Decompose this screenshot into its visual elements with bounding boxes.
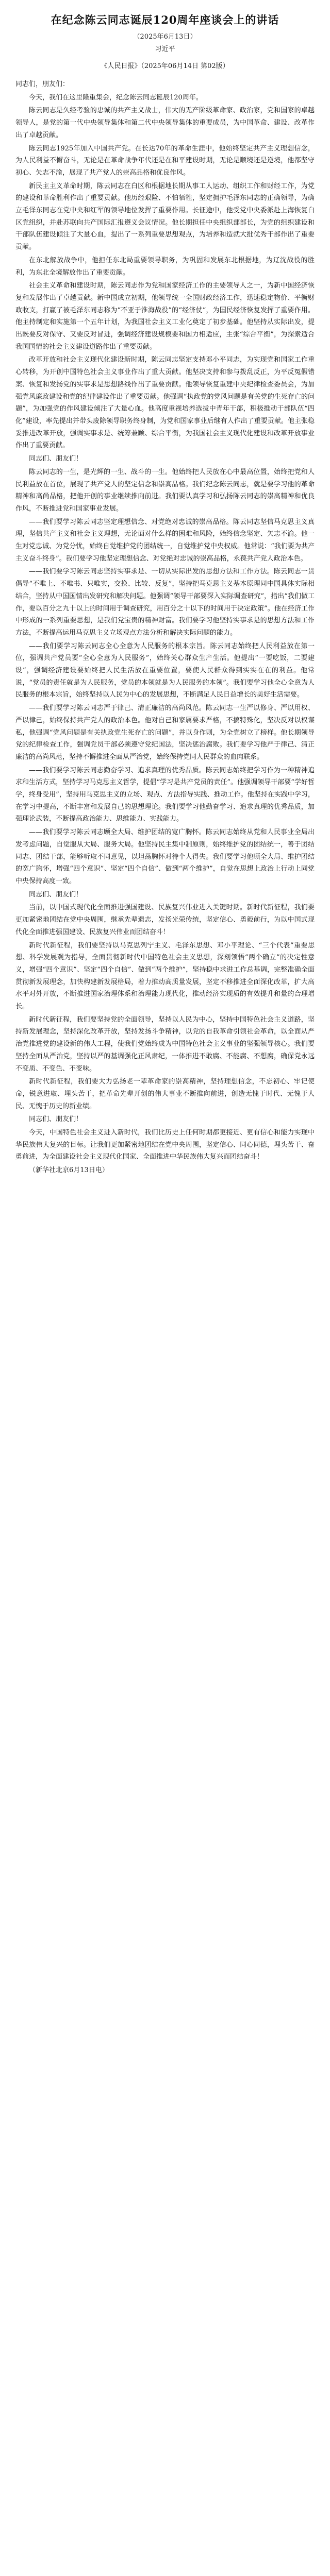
body-paragraph: 当前，以中国式现代化全面推进强国建设、民族复兴伟业进入关键时期。新时代新征程，我们要更加紧密地团结在党中央周围，继承先辈遗志，发扬光荣传统，坚定信心、勇毅前行，为以中国式现代化全面推进强国建设、民族复兴伟业而团结奋斗！ [15,904,315,936]
article-body [15,78,315,1177]
body-paragraph: 改革开放和社会主义现代化建设新时期，陈云同志坚定支持邓小平同志，为实现党和国家工作重心转移，为开创中国特色社会主义事业作出了重大贡献。他坚决支持和参与拨乱反正，为平反冤假错案、恢复和发扬党的实事求是思想路线作出了重要贡献。他领导恢复重建中央纪律检查委员会，为加强党风廉政建设和党的纪律建设作出了重要贡献。他强调“执政党的党风问题是有关党的生死存亡的问题”，为加强党的作风建设倾注了大量心血。他高度重视培养选拔中青年干部，积极推动干部队伍“四化”建设，率先提出并带头废除领导职务终身制，为党和国家事业后继有人作出了重要贡献。他主张稳妥推进改革开放，强调实事求是、统筹兼顾、综合平衡，为我国社会主义现代化建设和改革开放事业作出了重要贡献。 [15,356,315,450]
salutation: 同志们、朋友们！ [29,1115,83,1124]
salutation: 同志们、朋友们！ [29,455,83,463]
body-paragraph: ——我们要学习陈云同志坚定理想信念、对党绝对忠诚的崇高品格。陈云同志坚信马克思主义真理，坚信共产主义和社会主义理想，无论面对什么样的困难和风险，始终信念坚定、矢志不渝。他一生对党忠诚、为党分忧，始终自觉维护党的团结统一，自觉维护党中央权威。他常说：“我们要为共产主义奋斗终身”。我们要学习他坚定理想信念、对党绝对忠诚的崇高品格，永葆共产党人政治本色。 [15,518,315,563]
publication-source: 《人民日报》（2025年06月14日 第02版） [101,62,229,70]
body-paragraph: 社会主义革命和建设时期，陈云同志作为党和国家经济工作的主要领导人之一，为新中国经济恢复和发展作出了卓越贡献。新中国成立初期，他领导统一全国财政经济工作，迅速稳定物价、平衡财政收支，打赢了被毛泽东同志称为“不亚于淮海战役”的“经济仗”，为国民经济恢复发挥了重要作用。他主持制定和实施第一个五年计划，为我国社会主义工业化奠定了初步基础。他坚持从实际出发，提出既要反对保守、又要反对冒进，强调经济建设规模要和国力相适应，主张“综合平衡”，为探索适合我国国情的社会主义建设道路作出了重要贡献。 [15,282,315,351]
body-paragraph: 陈云同志的一生，是光辉的一生、战斗的一生。他始终把人民放在心中最高位置，始终把党和人民利益放在首位，展现了共产党人的坚定信念和崇高品格。我们纪念陈云同志，就是要学习他的革命精神和高尚品格，把他开创的事业继续推向前进。我们要认真学习和弘扬陈云同志的崇高精神和优良作风，不断推进党和国家事业发展。 [15,468,315,513]
salutation: 同志们、朋友们！ [29,890,83,899]
body-paragraph: 陈云同志是久经考验的忠诚的共产主义战士，伟大的无产阶级革命家、政治家，党和国家的卓越领导人，是党的第一代中央领导集体和第二代中央领导集体的重要成员，为中国革命、建设、改革作出了卓越贡献。 [15,107,315,139]
body-paragraph: 新时代新征程，我们要大力弘扬老一辈革命家的崇高精神，坚持理想信念，不忘初心、牢记使命，锐意进取、埋头苦干，把革命先辈开创的伟大事业不断推向前进，创造无愧于时代、无愧于人民、无愧于历史的新业绩。 [15,1078,315,1110]
body-paragraph: 今天，我们在这里隆重集会，纪念陈云同志诞辰120周年。 [29,93,203,101]
body-paragraph: ——我们要学习陈云同志坚持实事求是、一切从实际出发的思想方法和工作方法。陈云同志一贯倡导“不唯上、不唯书、只唯实，交换、比较、反复”，坚持把马克思主义基本原理同中国具体实际相结合，坚持从中国国情出发研究和解决问题。他强调“领导干部要深入实际调查研究”，指出“我们做工作，要以百分之九十以上的时间用于调查研究，用百分之十以下的时间用于决定政策”。他在经济工作中形成的一系列重要思想，是我们党宝贵的精神财富。我们要学习他坚持实事求是的思想方法和工作方法，不断提高运用马克思主义立场观点方法分析和解决实际问题的能力。 [15,568,315,637]
speech-date: （2025年6月13日） [133,33,197,41]
body-paragraph: ——我们要学习陈云同志勤奋学习、追求真理的优秀品质。陈云同志始终把学习作为一种精神追求和生活方式，坚持学习马克思主义哲学，提倡“学习是共产党员的责任”。他强调领导干部要“学好哲学，终身受用”，坚持用马克思主义的立场、观点、方法指导实践、推动工作。他坚持在实践中学习，在学习中提高，不断丰富和发展自己的思想理论。我们要学习他勤奋学习、追求真理的优秀品质，加强理论武装，不断提高政治能力、思维能力、实践能力。 [15,766,315,823]
body-paragraph: 新时代新征程，我们要坚持以马克思列宁主义、毛泽东思想、邓小平理论、“三个代表”重要思想、科学发展观为指导，全面贯彻新时代中国特色社会主义思想，深刻领悟“两个确立”的决定性意义，增强“四个意识”、坚定“四个自信”、做到“两个维护”，坚持稳中求进工作总基调，完整准确全面贯彻新发展理念，加快构建新发展格局，着力推动高质量发展，坚定不移推进全面深化改革，扩大高水平对外开放，不断推进国家治理体系和治理能力现代化，推动经济实现质的有效提升和量的合理增长。 [15,941,315,1011]
dateline: （新华社北京6月13日电） [29,1166,109,1175]
salutation: 同志们，朋友们： [15,80,70,88]
body-paragraph: 新民主主义革命时期，陈云同志在白区和根据地长期从事工人运动、组织工作和财经工作，为党的建设和革命胜利作出了重要贡献。他历经艰险、不怕牺牲，坚定拥护毛泽东同志的正确领导，为确立毛泽东同志在党中央和红军的领导地位发挥了重要作用。长征途中，他受党中央委派赴上海恢复白区党组织，并赴苏联向共产国际汇报遵义会议情况。他长期担任中央组织部部长，为党的组织建设和干部队伍建设倾注了大量心血，提出了一系列重要思想观点，为培养和造就大批优秀干部作出了重要贡献。 [15,182,315,251]
body-paragraph: 在东北解放战争中，他担任东北局重要领导职务，为巩固和发展东北根据地，为辽沈战役的胜利，为东北全境解放作出了重要贡献。 [15,256,315,277]
body-paragraph: 今天，中国特色社会主义进入新时代，我们比历史上任何时期都更接近、更有信心和能力实现中华民族伟大复兴的目标。让我们更加紧密地团结在党中央周围，坚定信心、同心同德，埋头苦干、奋勇前进，为全面建设社会主义现代化国家、全面推进中华民族伟大复兴而团结奋斗！ [15,1129,315,1161]
body-paragraph: 陈云同志1925年加入中国共产党。在长达70年的革命生涯中，他始终坚定共产主义理想信念，为人民利益不懈奋斗，无论是在革命战争年代还是在和平建设时期，无论是顺境还是逆境，他都坚守初心、矢志不渝，展现了共产党人的崇高品格和优良作风。 [15,144,315,177]
author-byline: 习近平 [155,45,175,53]
body-paragraph: ——我们要学习陈云同志全心全意为人民服务的根本宗旨。陈云同志始终把人民利益放在第一位，强调共产党员要“全心全意为人民服务”，始终关心群众生产生活。他提出“一要吃饭，二要建设”，强调经济建设要始终把人民生活放在重要位置，要使人民群众得到实实在在的利益。他常说，“党员的责任就是为人民服务，党员的本领就是为人民服务的本领”。我们要学习他全心全意为人民服务的根本宗旨，始终坚持以人民为中心的发展思想，不断满足人民日益增长的美好生活需要。 [15,642,315,699]
article-title: 在纪念陈云同志诞辰120周年座谈会上的讲话 [51,13,279,26]
body-paragraph: 新时代新征程，我们要坚持党的全面领导，坚持以人民为中心，坚持中国特色社会主义道路，坚持新发展理念，坚持深化改革开放，坚持发扬斗争精神，以党的自我革命引领社会革命，以全面从严治党推进党的建设新的伟大工程，使我们党始终成为中国特色社会主义事业的坚强领导核心。我们要坚持全面从严治党，坚持以严的基调强化正风肃纪，一体推进不敢腐、不能腐、不想腐，确保党永远不变质、不变色、不变味。 [15,1015,315,1073]
body-paragraph: ——我们要学习陈云同志严于律己、清正廉洁的高尚风范。陈云同志一生严以修身、严以用权、严以律己，始终保持共产党人的政治本色。他对自己和家属要求严格，不搞特殊化，坚决反对以权谋私，他强调“党风问题是有关执政党生死存亡的问题”，并以身作则，为全党树立了榜样。他长期领导党的纪律检查工作，强调党员干部必须遵守党纪国法，坚决惩治腐败。我们要学习他严于律己、清正廉洁的高尚风范，坚持不懈推进全面从严治党，始终保持党同人民群众的血肉联系。 [15,704,315,761]
body-paragraph: ——我们要学习陈云同志顾全大局、维护团结的宽广胸怀。陈云同志始终从党和人民事业全局出发考虑问题，自觉服从大局、服务大局。他坚持民主集中制原则，始终维护党的团结统一，善于团结同志、团结干部，能够听取不同意见，以坦荡胸怀对待个人得失。我们要学习他顾全大局、维护团结的宽广胸怀，增强“四个意识”、坚定“四个自信”、做到“两个维护”，自觉在思想上政治上行动上同党中央保持高度一致。 [15,828,315,885]
